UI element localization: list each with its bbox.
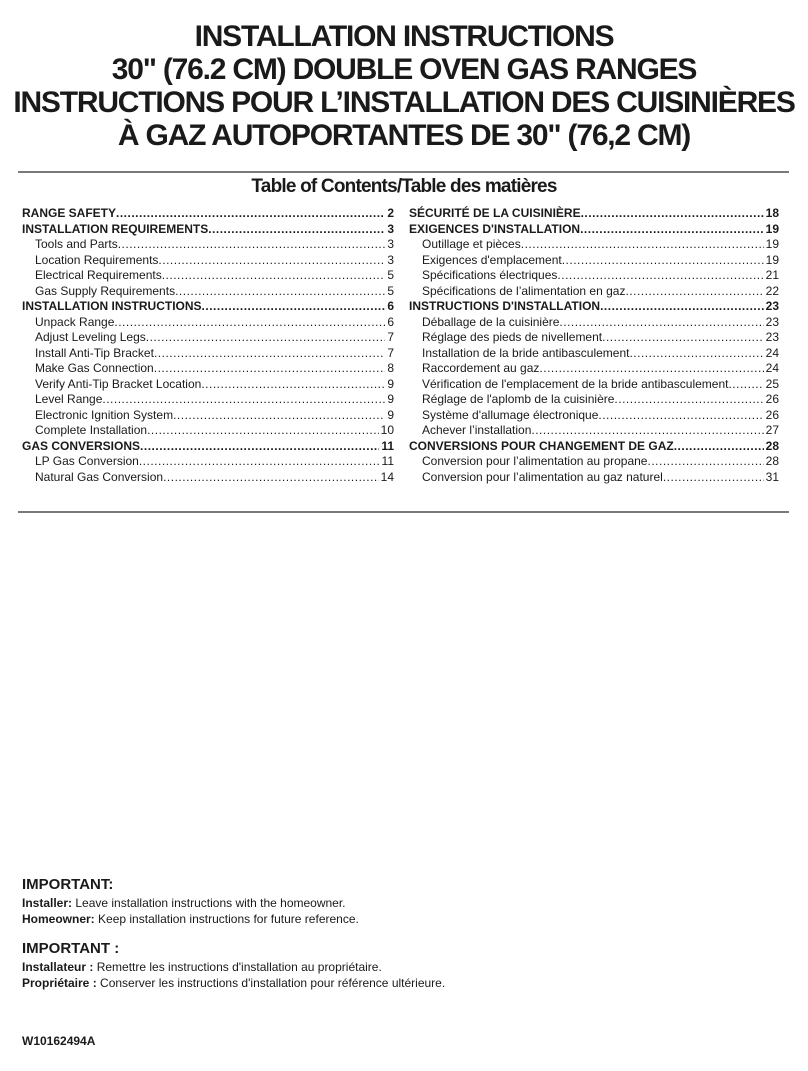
toc-entry-page: 7 — [387, 345, 394, 360]
toc-entry-label: Gas Supply Requirements — [35, 283, 176, 298]
toc-entry-label: RANGE SAFETY — [22, 206, 117, 220]
toc-entry-page: 22 — [765, 283, 779, 298]
toc-dot-leader — [602, 330, 764, 346]
title-line-4: À GAZ AUTOPORTANTES DE 30" (76,2 CM) — [117, 119, 691, 152]
toc-dot-leader — [559, 315, 763, 331]
toc-entry-label: LP Gas Conversion — [35, 454, 139, 468]
proprietaire-note — [22, 975, 782, 991]
toc-entry-label: GAS CONVERSIONS — [22, 438, 141, 453]
toc-entry — [22, 408, 394, 424]
toc-dot-leader — [629, 346, 763, 362]
toc-entry-label: Système d'allumage électronique — [422, 407, 599, 422]
toc-entry-label: INSTRUCTIONS D'INSTALLATION — [409, 299, 601, 313]
toc-entry-page: 26 — [765, 407, 779, 422]
toc-entry-page: 28 — [765, 438, 779, 453]
toc-dot-leader — [146, 330, 386, 346]
toc-entry — [409, 222, 779, 238]
toc-dot-leader — [140, 439, 379, 455]
toc-dot-leader — [118, 237, 386, 253]
toc-entry-label: Réglage des pieds de nivellement — [422, 330, 603, 344]
toc-entry-label: EXIGENCES D'INSTALLATION — [409, 221, 581, 236]
homeowner-text: Keep installation instructions for future reference. — [98, 912, 359, 926]
toc-dot-leader — [521, 237, 764, 253]
toc-entry-page: 27 — [765, 423, 779, 437]
toc-entry-label: INSTALLATION REQUIREMENTS — [22, 221, 209, 236]
toc-entry-page: 18 — [765, 206, 779, 220]
toc-entry-label: Exigences d'emplacement — [422, 252, 562, 267]
toc-bottom-divider — [18, 511, 789, 513]
toc-entry — [22, 284, 394, 300]
toc-dot-leader — [201, 377, 385, 393]
toc-dot-leader — [173, 408, 385, 424]
toc-dot-leader — [163, 470, 379, 486]
toc-entry-page: 21 — [765, 268, 779, 282]
toc-entry-label: Conversion pour l’alimentation au gaz naturel — [422, 469, 663, 484]
toc-dot-leader — [154, 361, 386, 377]
toc-entry-page: 10 — [380, 423, 394, 437]
toc-entry-page: 23 — [765, 314, 779, 329]
toc-entry-page: 24 — [765, 361, 779, 375]
homeowner-label: Homeowner: — [22, 912, 95, 926]
important-notice-french — [22, 940, 782, 991]
toc-dot-leader — [557, 268, 763, 284]
toc-entry-label: Déballage de la cuisinière — [422, 314, 560, 329]
toc-top-divider — [18, 171, 789, 173]
toc-entry-page: 5 — [387, 268, 394, 282]
toc-entry-page: 28 — [765, 454, 779, 468]
toc-entry — [409, 470, 779, 486]
toc-entry-page: 6 — [387, 299, 394, 313]
toc-entry-label: Achever l’installation — [422, 423, 532, 437]
toc-entry — [22, 222, 394, 238]
toc-entry-page: 3 — [387, 237, 394, 251]
toc-entry — [22, 361, 394, 377]
toc-entry — [409, 408, 779, 424]
toc-french-column — [409, 206, 779, 485]
toc-entry-page: 26 — [765, 392, 779, 406]
toc-entry-page: 25 — [765, 376, 779, 391]
toc-entry — [22, 315, 394, 331]
toc-entry — [22, 423, 394, 439]
toc-dot-leader — [162, 268, 386, 284]
toc-entry-label: Natural Gas Conversion — [35, 469, 164, 484]
toc-entry — [22, 330, 394, 346]
installer-text: Leave installation instructions with the homeowner. — [75, 896, 346, 910]
toc-entry-label: Make Gas Connection — [35, 361, 154, 375]
toc-entry — [22, 377, 394, 393]
toc-entry — [22, 439, 394, 455]
toc-entry — [409, 377, 779, 393]
toc-entry — [409, 315, 779, 331]
title-line-1: INSTALLATION INSTRUCTIONS — [194, 20, 614, 53]
toc-entry-label: Verify Anti-Tip Bracket Location — [35, 376, 202, 391]
toc-entry-label: Raccordement au gaz — [422, 361, 540, 375]
toc-entry-label: Conversion pour l’alimentation au propane — [422, 454, 648, 468]
toc-entry-label: Vérification de l'emplacement de la bride antibasculement — [422, 376, 729, 391]
toc-entry-label: Level Range — [35, 392, 103, 406]
document-number: W10162494A — [22, 1034, 96, 1048]
toc-entry-label: Install Anti-Tip Bracket — [35, 345, 154, 360]
toc-dot-leader — [208, 222, 385, 238]
toc-entry-page: 14 — [380, 469, 394, 484]
toc-entry — [409, 346, 779, 362]
installateur-note — [22, 959, 782, 975]
toc-dot-leader — [202, 299, 386, 315]
toc-heading: Table of Contents/Table des matières — [251, 176, 557, 197]
installateur-label: Installateur : — [22, 960, 94, 974]
toc-entry — [22, 454, 394, 470]
toc-entry-label: CONVERSIONS POUR CHANGEMENT DE GAZ — [409, 438, 674, 453]
toc-entry-label: Adjust Leveling Legs — [35, 330, 146, 344]
toc-entry — [409, 361, 779, 377]
toc-entry-page: 23 — [765, 299, 779, 313]
toc-entry — [22, 268, 394, 284]
toc-dot-leader — [674, 439, 764, 455]
document-title — [0, 20, 808, 152]
toc-entry-page: 24 — [765, 345, 779, 360]
toc-entry-page: 11 — [381, 454, 394, 468]
toc-entry-page: 8 — [387, 361, 394, 375]
toc-entry — [409, 392, 779, 408]
toc-entry-label: Complete Installation — [35, 423, 148, 437]
toc-dot-leader — [600, 299, 764, 315]
toc-entry — [22, 470, 394, 486]
title-line-3: INSTRUCTIONS POUR L’INSTALLATION DES CUISINIÈRES — [13, 86, 795, 119]
proprietaire-text: Conserver les instructions d'installation pour référence ultérieure. — [100, 976, 446, 990]
toc-entry-page: 19 — [765, 252, 779, 267]
toc-dot-leader — [614, 392, 763, 408]
installateur-text: Remettre les instructions d'installation au propriétaire. — [96, 960, 382, 974]
toc-entry — [22, 346, 394, 362]
toc-entry — [409, 454, 779, 470]
toc-entry — [409, 237, 779, 253]
toc-entry — [409, 439, 779, 455]
toc-entry-page: 3 — [387, 252, 394, 267]
toc-dot-leader — [114, 315, 385, 331]
toc-entry-label: Tools and Parts — [35, 237, 118, 251]
toc-dot-leader — [147, 423, 379, 439]
toc-entry — [409, 206, 779, 222]
toc-dot-leader — [539, 361, 763, 377]
toc-entry — [409, 284, 779, 300]
toc-entry — [409, 299, 779, 315]
important-heading-fr: IMPORTANT : — [22, 940, 120, 957]
toc-entry-label: Unpack Range — [35, 314, 115, 329]
toc-dot-leader — [531, 423, 763, 439]
toc-entry-label: Outillage et pièces — [422, 237, 521, 251]
toc-entry — [22, 237, 394, 253]
toc-entry-page: 19 — [765, 237, 779, 251]
toc-entry-label: Spécifications de l’alimentation en gaz — [422, 283, 626, 298]
toc-entry — [409, 253, 779, 269]
toc-entry-page: 2 — [387, 206, 394, 220]
toc-dot-leader — [598, 408, 763, 424]
toc-dot-leader — [116, 206, 385, 222]
toc-entry — [22, 392, 394, 408]
toc-entry — [22, 253, 394, 269]
toc-entry-label: Location Requirements — [35, 252, 159, 267]
important-heading: IMPORTANT: — [22, 876, 114, 893]
proprietaire-label: Propriétaire : — [22, 976, 97, 990]
toc-entry-page: 9 — [387, 376, 394, 391]
toc-entry-page: 5 — [387, 283, 394, 298]
toc-entry-label: Réglage de l'aplomb de la cuisinière — [422, 392, 615, 406]
toc-dot-leader — [647, 454, 763, 470]
installer-note — [22, 895, 782, 911]
toc-entry-page: 9 — [387, 392, 394, 406]
toc-entry — [22, 206, 394, 222]
toc-entry-page: 23 — [765, 330, 779, 344]
installer-label: Installer: — [22, 896, 73, 910]
toc-entry-page: 31 — [765, 469, 779, 484]
toc-dot-leader — [175, 284, 385, 300]
toc-entry — [409, 268, 779, 284]
toc-entry — [409, 330, 779, 346]
toc-dot-leader — [102, 392, 385, 408]
homeowner-note — [22, 911, 782, 927]
toc-entry-page: 3 — [387, 221, 394, 236]
title-line-2: 30" (76.2 CM) DOUBLE OVEN GAS RANGES — [111, 53, 697, 86]
toc-entry-label: Electrical Requirements — [35, 268, 162, 282]
toc-entry-page: 19 — [765, 221, 779, 236]
toc-dot-leader — [139, 454, 380, 470]
toc-entry-page: 7 — [387, 330, 394, 344]
toc-dot-leader — [154, 346, 385, 362]
toc-entry-label: Installation de la bride antibasculement — [422, 345, 630, 360]
toc-entry — [22, 299, 394, 315]
toc-dot-leader — [625, 284, 763, 300]
toc-entry-label: SÉCURITÉ DE LA CUISINIÈRE — [409, 206, 581, 220]
toc-entry-page: 9 — [387, 407, 394, 422]
toc-dot-leader — [580, 222, 764, 238]
toc-dot-leader — [158, 253, 385, 269]
toc-entry-page: 6 — [387, 314, 394, 329]
toc-entry-label: Spécifications électriques — [422, 268, 558, 282]
toc-entry-page: 11 — [381, 438, 394, 453]
toc-english-column — [22, 206, 394, 485]
toc-entry — [409, 423, 779, 439]
toc-dot-leader — [581, 206, 764, 222]
toc-dot-leader — [562, 253, 764, 269]
toc-dot-leader — [663, 470, 764, 486]
toc-entry-label: Electronic Ignition System — [35, 407, 174, 422]
important-notice-english — [22, 876, 782, 927]
toc-entry-label: INSTALLATION INSTRUCTIONS — [22, 299, 202, 313]
toc-dot-leader — [728, 377, 763, 393]
